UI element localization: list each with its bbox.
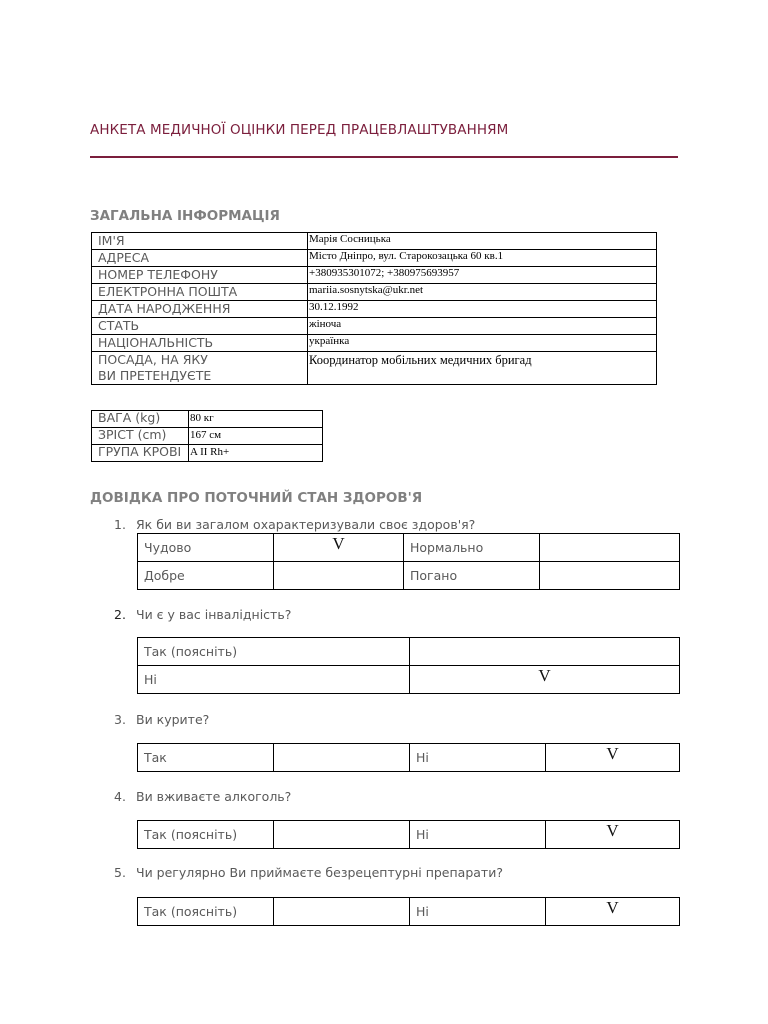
weight-value[interactable]: 80 кг (189, 411, 323, 428)
question-5 (0, 865, 768, 881)
option-excellent: Чудово (138, 534, 274, 562)
table-row (138, 898, 680, 926)
table-row (138, 562, 680, 590)
option-no: Ні (410, 744, 546, 772)
question-number: 5. (114, 865, 126, 880)
blood-type-value[interactable]: A II Rh+ (189, 445, 323, 462)
question-number: 2. (114, 607, 126, 622)
gender-label: СТАТЬ (92, 318, 308, 335)
health-status-heading: ДОВІДКА ПРО ПОТОЧНИЙ СТАН ЗДОРОВ'Я (90, 490, 423, 506)
option-poor: Погано (404, 562, 540, 590)
name-label: ІМ'Я (92, 233, 308, 250)
question-number: 3. (114, 712, 126, 727)
check-mark: V (538, 665, 551, 685)
table-row (138, 821, 680, 849)
general-info-heading: ЗАГАЛЬНА ІНФОРМАЦІЯ (90, 208, 280, 224)
question-text: Ви вживаєте алкоголь? (136, 789, 292, 804)
check-mark: V (332, 533, 345, 553)
option-normal-checkbox[interactable] (540, 534, 680, 562)
option-good-checkbox[interactable] (274, 562, 404, 590)
height-value[interactable]: 167 см (189, 428, 323, 445)
email-value[interactable]: mariia.sosnytska@ukr.net (308, 284, 657, 301)
email-label: ЕЛЕКТРОННА ПОШТА (92, 284, 308, 301)
option-yes-checkbox[interactable] (274, 821, 410, 849)
position-value[interactable]: Координатор мобільних медичних бригад (308, 352, 657, 385)
option-normal: Нормально (404, 534, 540, 562)
table-row (92, 445, 323, 462)
question-2 (0, 607, 768, 623)
option-yes-checkbox[interactable] (274, 744, 410, 772)
option-excellent-checkbox[interactable] (274, 534, 404, 562)
name-value[interactable]: Марія Сосницька (308, 233, 657, 250)
check-mark: V (606, 897, 619, 917)
question-2-answers (137, 637, 680, 694)
position-label-line2: ВИ ПРЕТЕНДУЄТЕ (98, 368, 212, 383)
table-row (92, 335, 657, 352)
title-divider (90, 156, 678, 158)
table-row (92, 233, 657, 250)
option-yes-explain-field[interactable] (410, 638, 680, 666)
option-no-checkbox[interactable] (546, 744, 680, 772)
table-row (138, 638, 680, 666)
option-yes-explain: Так (поясніть) (138, 821, 274, 849)
table-row (92, 411, 323, 428)
question-text: Як би ви загалом охарактеризували своє здоров'я? (136, 517, 476, 532)
check-mark: V (606, 820, 619, 840)
address-label: АДРЕСА (92, 250, 308, 267)
question-number: 4. (114, 789, 126, 804)
option-no-checkbox[interactable] (410, 666, 680, 694)
table-row (92, 250, 657, 267)
birthdate-value[interactable]: 30.12.1992 (308, 301, 657, 318)
table-row (92, 428, 323, 445)
question-4-answers (137, 820, 680, 849)
phone-label: НОМЕР ТЕЛЕФОНУ (92, 267, 308, 284)
table-row (92, 267, 657, 284)
option-yes-explain: Так (поясніть) (138, 638, 410, 666)
check-mark: V (606, 743, 619, 763)
gender-value[interactable]: жіноча (308, 318, 657, 335)
body-measurements-table (91, 410, 323, 462)
option-no-checkbox[interactable] (546, 898, 680, 926)
question-text: Чи регулярно Ви приймаєте безрецептурні препарати? (136, 865, 503, 880)
position-label (92, 352, 308, 385)
phone-value[interactable]: +380935301072; +380975693957 (308, 267, 657, 284)
question-text: Чи є у вас інвалідність? (136, 607, 292, 622)
question-5-answers (137, 897, 680, 926)
birthdate-label: ДАТА НАРОДЖЕННЯ (92, 301, 308, 318)
table-row (92, 301, 657, 318)
address-value[interactable]: Місто Дніпро, вул. Старокозацька 60 кв.1 (308, 250, 657, 267)
nationality-label: НАЦІОНАЛЬНІСТЬ (92, 335, 308, 352)
table-row (92, 318, 657, 335)
option-good: Добре (138, 562, 274, 590)
question-number: 1. (114, 517, 126, 532)
option-yes: Так (138, 744, 274, 772)
table-row (138, 744, 680, 772)
question-4 (0, 789, 768, 805)
option-yes-explain: Так (поясніть) (138, 898, 274, 926)
option-yes-checkbox[interactable] (274, 898, 410, 926)
option-no: Ні (410, 898, 546, 926)
table-row (138, 534, 680, 562)
option-poor-checkbox[interactable] (540, 562, 680, 590)
nationality-value[interactable]: українка (308, 335, 657, 352)
weight-label: ВАГА (kg) (92, 411, 189, 428)
question-3-answers (137, 743, 680, 772)
table-row (92, 284, 657, 301)
document-title: АНКЕТА МЕДИЧНОЇ ОЦІНКИ ПЕРЕД ПРАЦЕВЛАШТУВАННЯМ (90, 122, 509, 138)
position-label-line1: ПОСАДА, НА ЯКУ (98, 352, 208, 367)
option-no-checkbox[interactable] (546, 821, 680, 849)
question-1-answers (137, 533, 680, 590)
question-3 (0, 712, 768, 728)
height-label: ЗРІСТ (cm) (92, 428, 189, 445)
option-no: Ні (410, 821, 546, 849)
table-row (138, 666, 680, 694)
question-text: Ви курите? (136, 712, 210, 727)
general-info-table (91, 232, 657, 385)
table-row (92, 352, 657, 385)
question-1 (0, 517, 768, 533)
blood-type-label: ГРУПА КРОВІ (92, 445, 189, 462)
option-no: Ні (138, 666, 410, 694)
